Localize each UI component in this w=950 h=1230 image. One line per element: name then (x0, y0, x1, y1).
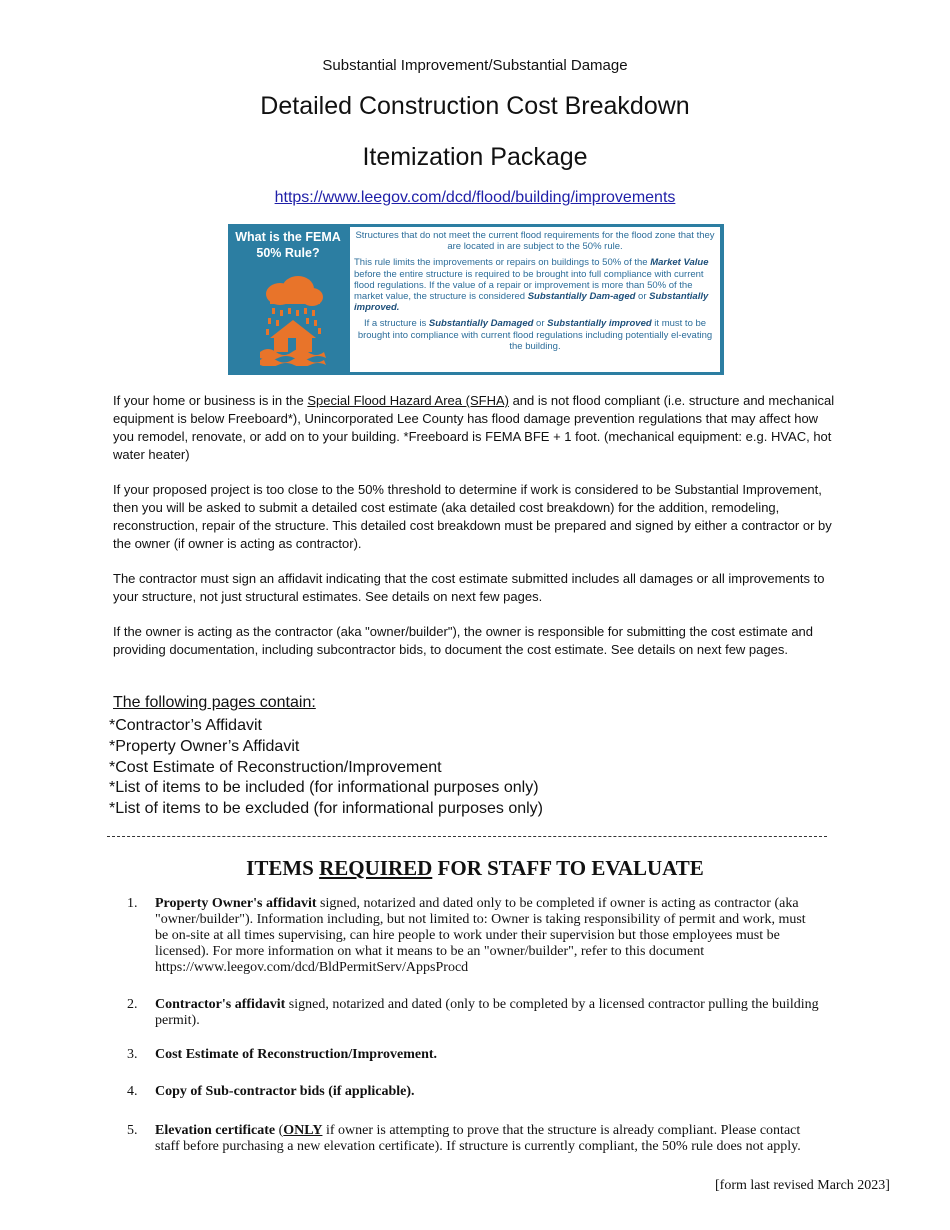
list-item: *Contractor’s Affidavit (109, 717, 262, 734)
fema-question-line2: 50% Rule? (256, 246, 320, 260)
fema-para2: This rule limits the improvements or repairs on buildings to 50% of the Market Value before the entire structure is required to be brought into full compliance with current flood regulations. If the value of a repair or improvement is more than 50% of the market value, the structure is considered Substantially Dam-aged or Substantially improved. (354, 257, 709, 314)
fema-50-rule-box (228, 224, 724, 375)
improvements-link-wrap (0, 189, 950, 207)
revision-note: [form last revised March 2023] (715, 1178, 890, 1193)
page-title: Detailed Construction Cost Breakdown (260, 92, 690, 120)
list-item: *Cost Estimate of Reconstruction/Improvement (109, 758, 442, 776)
flooded-house-icon (258, 276, 328, 366)
pages-list-heading: The following pages contain: (113, 694, 316, 711)
list-item: *List of items to be excluded (for informational purposes only) (109, 800, 543, 818)
form-subtitle: Substantial Improvement/Substantial Damage (322, 57, 628, 74)
threshold-paragraph: If your proposed project is too close to the 50% threshold to determine if work is considered to be Substantial Improvement, then you will be asked to submit a detailed cost estimate (aka detailed cost breakdown) for the addition, remodeling, reconstruction, repair of the structure. This detailed cost breakdown must be prepared and signed by either a contractor or by the owner (if owner is acting as contractor). (113, 482, 832, 551)
sfha-link[interactable]: Special Flood Hazard Area (SFHA) (307, 393, 509, 408)
page-title-line2: Itemization Package (362, 143, 588, 171)
list-item: *List of items to be included (for informational purposes only) (109, 779, 539, 797)
fema-question-line1: What is the FEMA (235, 230, 341, 244)
improvements-link[interactable]: https://www.leegov.com/dcd/flood/building/improvements (274, 189, 676, 206)
section-divider (107, 836, 827, 837)
fema-question-panel (228, 224, 348, 375)
fema-para3: If a structure is Substantially Damaged or Substantially improved it must to be brought into compliance with current flood regulations including potentially el-evating the building. (357, 318, 713, 352)
contractor-paragraph: The contractor must sign an affidavit indicating that the cost estimate submitted includes all damages or all improvements to your structure, not just structural estimates. See details on next few pages. (113, 571, 825, 604)
fema-question (228, 229, 348, 261)
sfha-paragraph: If your home or business is in the Special Flood Hazard Area (SFHA) and is not flood compliant (i.e. structure and mechanical equipment is below Freeboard*), Unincorporated Lee County has flood damage prevention regulations that may affect how you remodel, renovate, or add on to your building. *Freeboard is FEMA BFE + 1 foot. (mechanical equipment: e.g. HVAC, hot water heater) (113, 393, 835, 462)
fema-para1: Structures that do not meet the current flood requirements for the flood zone that they are located in are subject to the 50% rule. (355, 230, 715, 253)
fema-rule-text (350, 227, 720, 372)
pages-list (109, 716, 543, 820)
owner-builder-paragraph: If the owner is acting as the contractor (aka "owner/builder"), the owner is responsible for submitting the cost estimate and providing documentation, including subcontractor bids, to document the cost estimate. See details on next few pages. (113, 624, 814, 657)
list-item: *Property Owner’s Affidavit (109, 737, 300, 755)
required-items-heading: ITEMS REQUIRED FOR STAFF TO EVALUATE (246, 856, 704, 880)
